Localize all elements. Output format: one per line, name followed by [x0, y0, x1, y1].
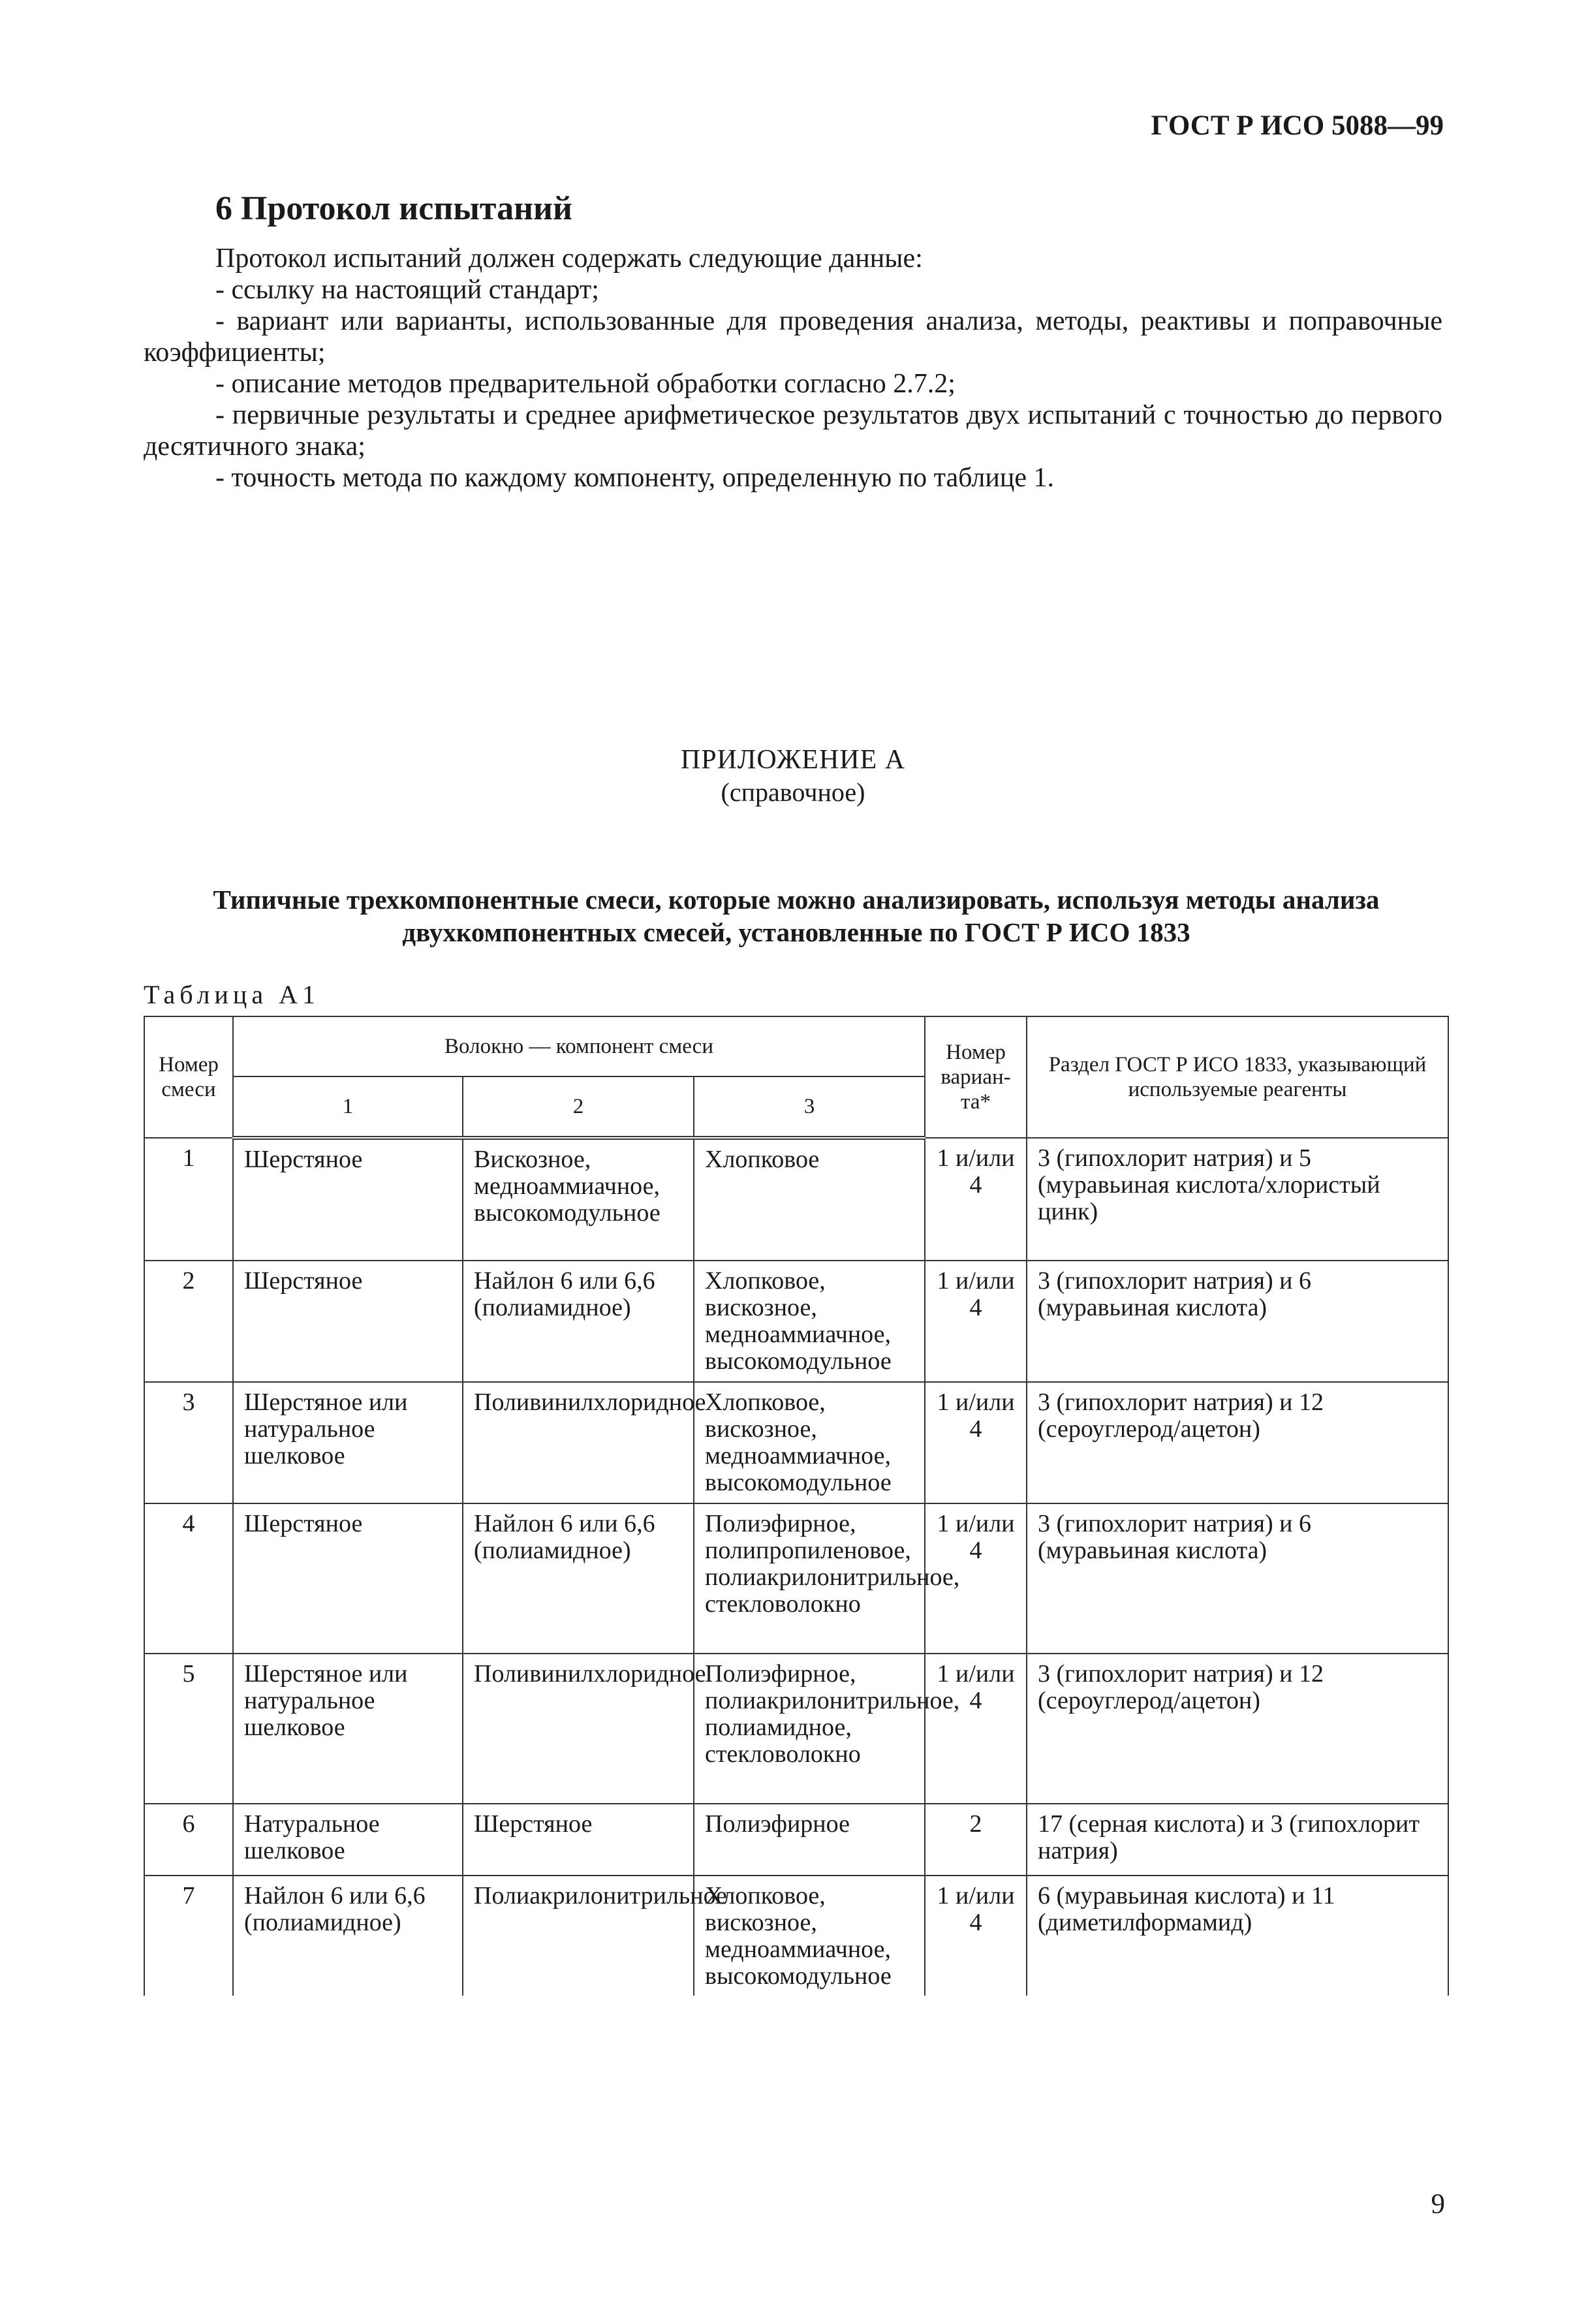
variant-number: 1 и/или 4	[925, 1261, 1027, 1382]
mix-number: 5	[144, 1654, 233, 1804]
variant-number: 1 и/или 4	[925, 1876, 1027, 1996]
header-mix-number: Номер смеси	[144, 1016, 233, 1138]
table-label: Таблица А1	[144, 980, 320, 1009]
component-2: Найлон 6 или 6,6 (полиамидное)	[463, 1503, 694, 1654]
table-row	[144, 1382, 1448, 1503]
component-2: Вискозное, медноаммиачное, высокомодульное	[463, 1138, 694, 1261]
section-intro: Протокол испытаний должен содержать следующие данные:	[215, 243, 923, 274]
component-1: Натуральное шелковое	[233, 1804, 463, 1876]
mix-number: 4	[144, 1503, 233, 1654]
mix-number: 6	[144, 1804, 233, 1876]
list-item: - ссылку на настоящий стандарт;	[215, 275, 599, 305]
component-3: Полиэфирное, полипропиленовое, полиакрилонитрильное, стекловолокно	[694, 1503, 925, 1654]
header-component-3: 3	[694, 1076, 925, 1138]
gost-section: 3 (гипохлорит натрия) и 12 (сероуглерод/ацетон)	[1027, 1382, 1448, 1503]
component-1: Шерстяное	[233, 1138, 463, 1261]
section-body	[144, 243, 1442, 494]
component-1: Шерстяное или натуральное шелковое	[233, 1654, 463, 1804]
mix-number: 2	[144, 1261, 233, 1382]
component-3: Хлопковое, вискозное, медноаммиачное, высокомодульное	[694, 1261, 925, 1382]
list-item: - вариант или варианты, использованные для проведения анализа, методы, реактивы и поправочные коэффициенты;	[144, 306, 1442, 368]
variant-number: 1 и/или 4	[925, 1654, 1027, 1804]
list-item: - точность метода по каждому компоненту, определенную по таблице 1.	[215, 463, 1054, 493]
table-caption-line: Типичные трехкомпонентные смеси, которые можно анализировать, используя методы анализа	[213, 885, 1380, 915]
header-variant: Номер вариан- та*	[925, 1016, 1027, 1138]
document-code: ГОСТ Р ИСО 5088—99	[1151, 110, 1444, 141]
mix-number: 3	[144, 1382, 233, 1503]
component-3: Хлопковое, вискозное, медноаммиачное, высокомодульное	[694, 1382, 925, 1503]
component-3: Полиэфирное	[694, 1804, 925, 1876]
variant-number: 1 и/или 4	[925, 1138, 1027, 1261]
component-1: Шерстяное	[233, 1503, 463, 1654]
mix-number: 1	[144, 1138, 233, 1261]
header-fiber-group: Волокно — компонент смеси	[233, 1016, 925, 1076]
page-number: 9	[1431, 2189, 1445, 2220]
list-item: - описание методов предварительной обработки согласно 2.7.2;	[215, 369, 956, 399]
component-2: Найлон 6 или 6,6 (полиамидное)	[463, 1261, 694, 1382]
annex-heading	[0, 744, 1586, 808]
gost-section: 3 (гипохлорит натрия) и 12 (сероуглерод/ацетон)	[1027, 1654, 1448, 1804]
component-2: Поливинилхлоридное	[463, 1382, 694, 1503]
header-section: Раздел ГОСТ Р ИСО 1833, указывающий используемые реагенты	[1027, 1016, 1448, 1138]
component-2: Шерстяное	[463, 1804, 694, 1876]
header-component-2: 2	[463, 1076, 694, 1138]
variant-number: 1 и/или 4	[925, 1503, 1027, 1654]
gost-section: 3 (гипохлорит натрия) и 5 (муравьиная кислота/хлористый цинк)	[1027, 1138, 1448, 1261]
table-row	[144, 1503, 1448, 1654]
table-row	[144, 1804, 1448, 1876]
mix-number: 7	[144, 1876, 233, 1996]
gost-section: 6 (муравьиная кислота) и 11 (диметилформамид)	[1027, 1876, 1448, 1996]
table-caption-line: двухкомпонентных смесей, установленные по ГОСТ Р ИСО 1833	[402, 917, 1190, 947]
annex-subtitle: (справочное)	[721, 777, 865, 807]
header-component-1: 1	[233, 1076, 463, 1138]
variant-number: 1 и/или 4	[925, 1382, 1027, 1503]
component-1: Шерстяное или натуральное шелковое	[233, 1382, 463, 1503]
list-item: - первичные результаты и среднее арифметическое результатов двух испытаний с точностью до первого десятичного знака;	[144, 400, 1442, 462]
table-caption	[144, 883, 1449, 949]
component-3: Хлопковое, вискозное, медноаммиачное, высокомодульное	[694, 1876, 925, 1996]
annex-title: ПРИЛОЖЕНИЕ А	[680, 745, 906, 775]
component-3: Хлопковое	[694, 1138, 925, 1261]
component-3: Полиэфирное, полиакрилонитрильное, полиамидное, стекловолокно	[694, 1654, 925, 1804]
component-1: Шерстяное	[233, 1261, 463, 1382]
component-1: Найлон 6 или 6,6 (полиамидное)	[233, 1876, 463, 1996]
gost-section: 3 (гипохлорит натрия) и 6 (муравьиная кислота)	[1027, 1261, 1448, 1382]
section-title: 6 Протокол испытаний	[215, 190, 572, 227]
component-2: Поливинилхлоридное	[463, 1654, 694, 1804]
gost-section: 17 (серная кислота) и 3 (гипохлорит натрия)	[1027, 1804, 1448, 1876]
table-row	[144, 1876, 1448, 1996]
mixtures-table	[144, 1016, 1449, 1996]
component-2: Полиакрилонитрильное	[463, 1876, 694, 1996]
table-row	[144, 1138, 1448, 1261]
table-row	[144, 1654, 1448, 1804]
table-row	[144, 1261, 1448, 1382]
gost-section: 3 (гипохлорит натрия) и 6 (муравьиная кислота)	[1027, 1503, 1448, 1654]
variant-number: 2	[925, 1804, 1027, 1876]
